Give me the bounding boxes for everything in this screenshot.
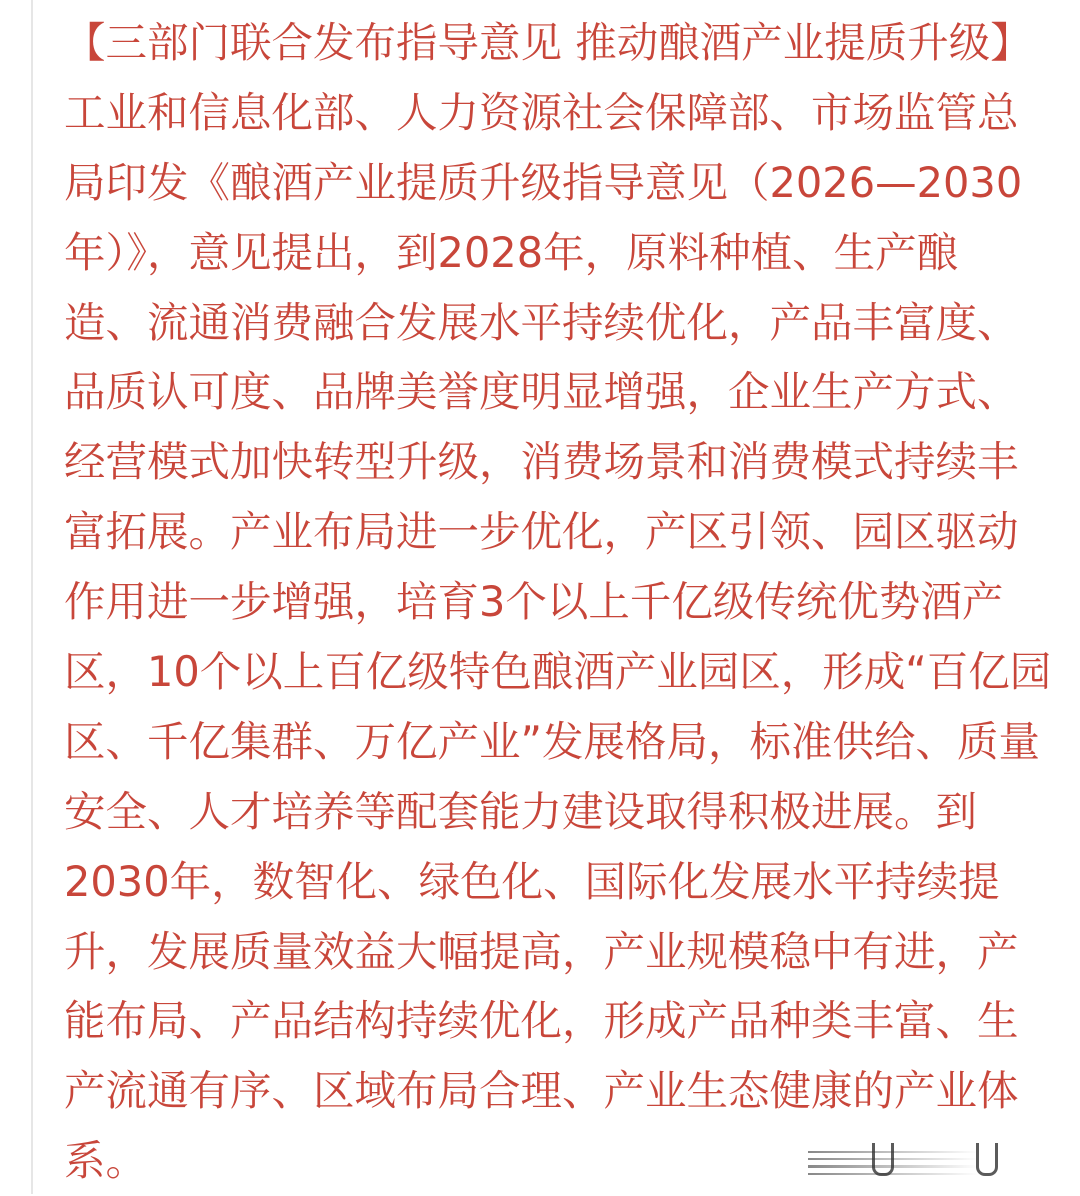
text-line: 局印发《酿酒产业提质升级指导意见（2026—2030 [64,157,1023,207]
text-line: 造、流通消费融合发展水平持续优化，产品丰富度、 [64,297,1019,347]
text-line: 工业和信息化部、人力资源社会保障部、市场监管总 [64,87,1019,137]
text-line: 年）》，意见提出，到2028年，原料种植、生产酿 [64,227,959,277]
article-title: 【三部门联合发布指导意见 推动酿酒产业提质升级】 [64,18,1032,67]
text-line: 安全、人才培养等配套能力建设取得积极进展。到 [64,786,978,836]
text-line: 升，发展质量效益大幅提高，产业规模稳中有进，产 [64,926,1019,976]
text-line: 品质认可度、品牌美誉度明显增强，企业生产方式、 [64,367,1019,417]
left-border [31,0,33,1194]
text-line: 区、千亿集群、万亿产业”发展格局，标准供给、质量 [64,716,1041,766]
text-line: 系。 [64,1136,148,1186]
text-line: 2030年，数智化、绿色化、国际化发展水平持续提 [64,856,1000,906]
text-line: 产流通有序、区域布局合理、产业生态健康的产业体 [64,1066,1019,1116]
text-line: 经营模式加快转型升级，消费场景和消费模式持续丰 [64,437,1019,487]
watermark-icon [808,1143,1048,1177]
text-line: 区，10个以上百亿级特色酿酒产业园区，形成“百亿园 [64,647,1052,697]
text-line: 富拓展。产业布局进一步优化，产区引领、园区驱动 [64,507,1019,557]
text-line: 作用进一步增强，培育3个以上千亿级传统优势酒产 [64,577,1004,627]
article-body [64,8,1051,1196]
text-line: 能布局、产品结构持续优化，形成产品种类丰富、生 [64,996,1019,1046]
